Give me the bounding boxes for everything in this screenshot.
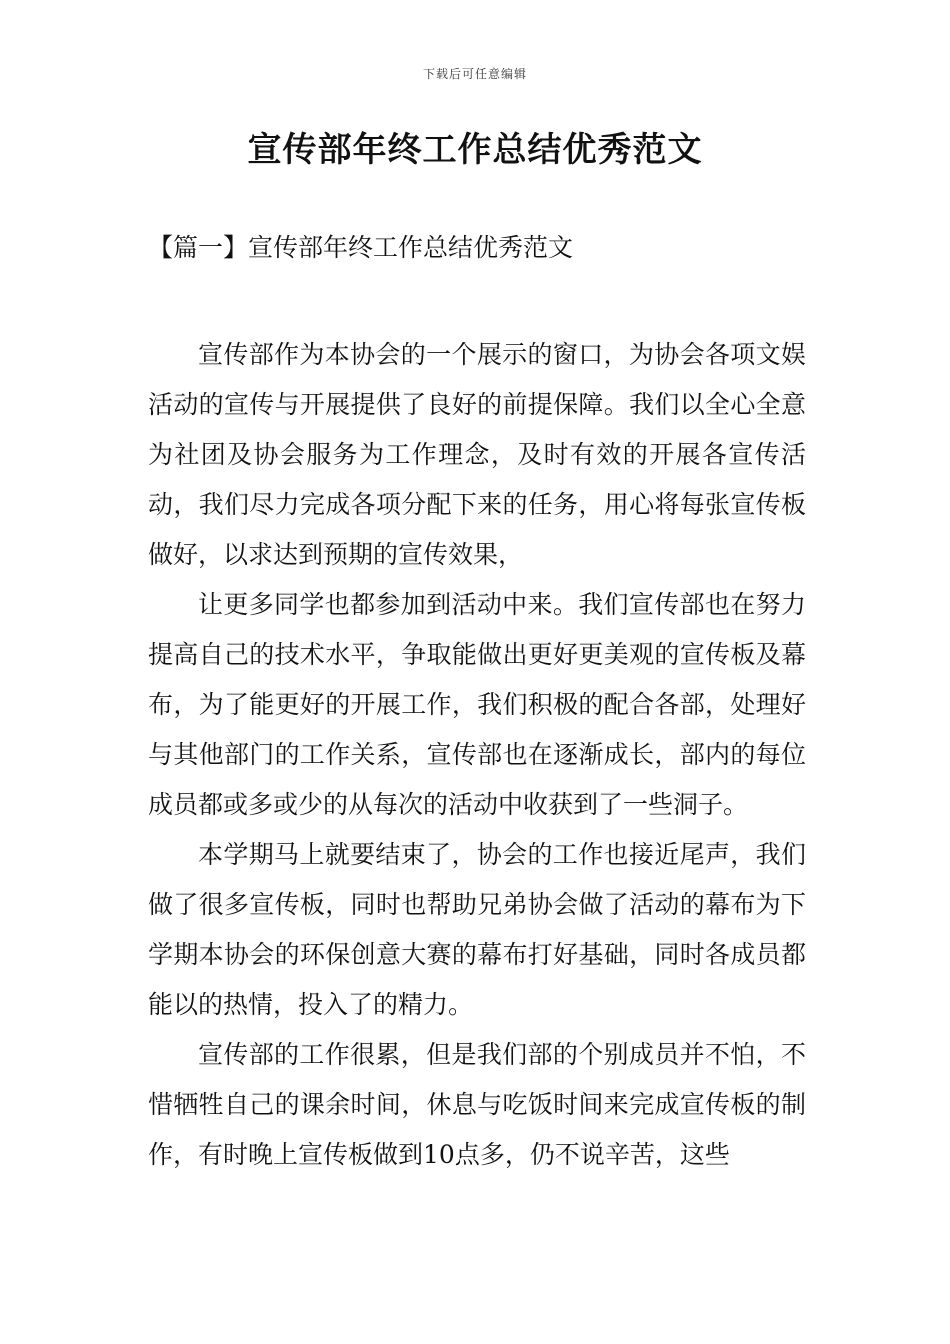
paragraph: 让更多同学也都参加到活动中来。我们宣传部也在努力提高自己的技术水平，争取能做出更好更美观的宣传板及幕布，为了能更好的开展工作，我们积极的配合各部，处理好与其他部门的工作关系，宣传部也在逐渐成长，部内的每位成员都或多或少的从每次的活动中收获到了一些洞子。 [148, 590, 806, 819]
header-note: 下载后可任意编辑 [422, 67, 527, 81]
paragraph: 宣传部的工作很累，但是我们部的个别成员并不怕，不惜牺牲自己的课余时间，休息与吃饭时间来完成宣传板的制作，有时晚上宣传板做到10点多，仍不说辛苦，这些 [148, 1040, 806, 1169]
document-title: 宣传部年终工作总结优秀范文 [247, 130, 703, 170]
paragraph: 本学期马上就要结束了，协会的工作也接近尾声，我们做了很多宣传板，同时也帮助兄弟协会做了活动的幕布为下学期本协会的环保创意大赛的幕布打好基础，同时各成员都能以的热情，投入了的精力。 [148, 840, 806, 1019]
body-text [148, 330, 806, 1180]
paragraph: 宣传部作为本协会的一个展示的窗口，为协会各项文娱活动的宣传与开展提供了良好的前提保障。我们以全心全意为社团及协会服务为工作理念，及时有效的开展各宣传活动，我们尽力完成各项分配下来的任务，用心将每张宣传板做好，以求达到预期的宣传效果， [148, 340, 806, 569]
section-heading: 【篇一】宣传部年终工作总结优秀范文 [148, 233, 574, 262]
